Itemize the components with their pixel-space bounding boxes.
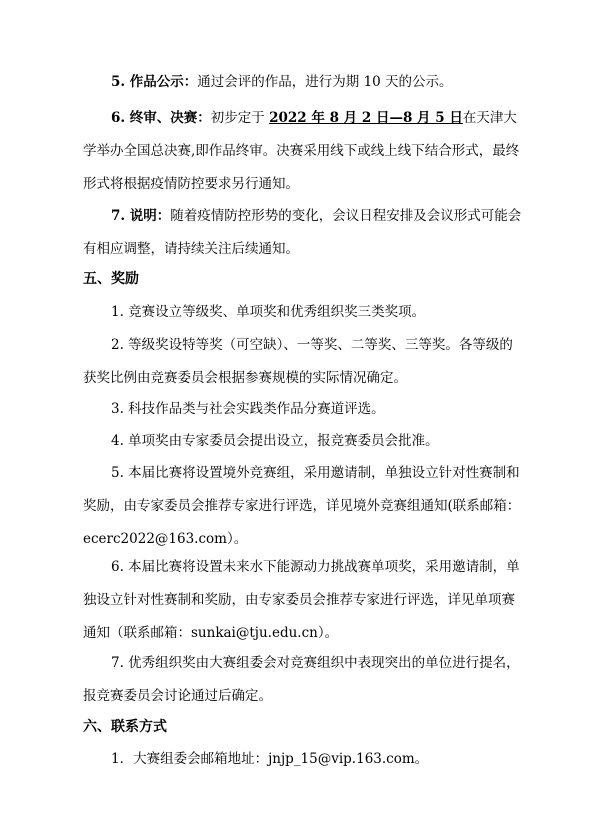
item-label: 7. 说明： bbox=[111, 208, 171, 224]
section-heading-contact: 六、联系方式 bbox=[83, 719, 167, 735]
award-item-3: 3. 科技作品类与社会实践类作品分赛道评选。 bbox=[111, 401, 385, 417]
section-heading-awards: 五、奖励 bbox=[83, 271, 139, 287]
item-final-review bbox=[83, 102, 523, 201]
award-item-6: 6. 本届比赛将设置未来水下能源动力挑战赛单项奖，采用邀请制，单独设立针对性赛制和奖励，由专家委员会推荐专家进行评选，详见单项赛通知（联系邮箱：sunkai@tju.edu.cn）。 bbox=[83, 559, 520, 641]
award-item-7: 7. 优秀组织奖由大赛组委会对竞赛组织中表现突出的单位进行提名，报竞赛委员会讨论通过后确定。 bbox=[83, 655, 520, 704]
award-item-4: 4. 单项奖由专家委员会提出设立，报竞赛委员会批准。 bbox=[111, 433, 439, 449]
item-note bbox=[83, 200, 523, 266]
award-item-2: 2. 等级奖设特等奖（可空缺）、一等奖、二等奖、三等奖。各等级的获奖比例由竞赛委员会根据参赛规模的实际情况确定。 bbox=[83, 337, 513, 386]
contact-item-1: 1．大赛组委会邮箱地址：jnjp_15@vip.163.com。 bbox=[111, 751, 429, 767]
item-label: 6. 终审、决赛： bbox=[111, 110, 211, 126]
item-work-publicity bbox=[83, 66, 523, 99]
item-text: 通过会评的作品，进行为期 10 天的公示。 bbox=[197, 74, 453, 90]
final-date: 2022 年 8 月 2 日—8 月 5 日 bbox=[269, 110, 463, 126]
award-item-5: 5. 本届比赛将设置境外竞赛组，采用邀请制，单独设立针对性赛制和奖励，由专家委员会推荐专家进行评选，详见境外竞赛组通知(联系邮箱：ecerc2022@163.com）。 bbox=[83, 465, 521, 547]
item-label: 5. 作品公示： bbox=[111, 74, 198, 90]
item-text-pre: 初步定于 bbox=[210, 110, 270, 126]
item-text: 随着疫情防控形势的变化，会议日程安排及会议形式可能会有相应调整，请持续关注后续通知。 bbox=[83, 208, 522, 257]
item-text-post: 在天津大学举办全国总决赛,即作品终审。决赛采用线下或线上线下结合形式，最终形式将根据疫情防控要求另行通知。 bbox=[83, 110, 520, 192]
award-item-1: 1. 竞赛设立等级奖、单项奖和优秀组织奖三类奖项。 bbox=[111, 304, 426, 320]
